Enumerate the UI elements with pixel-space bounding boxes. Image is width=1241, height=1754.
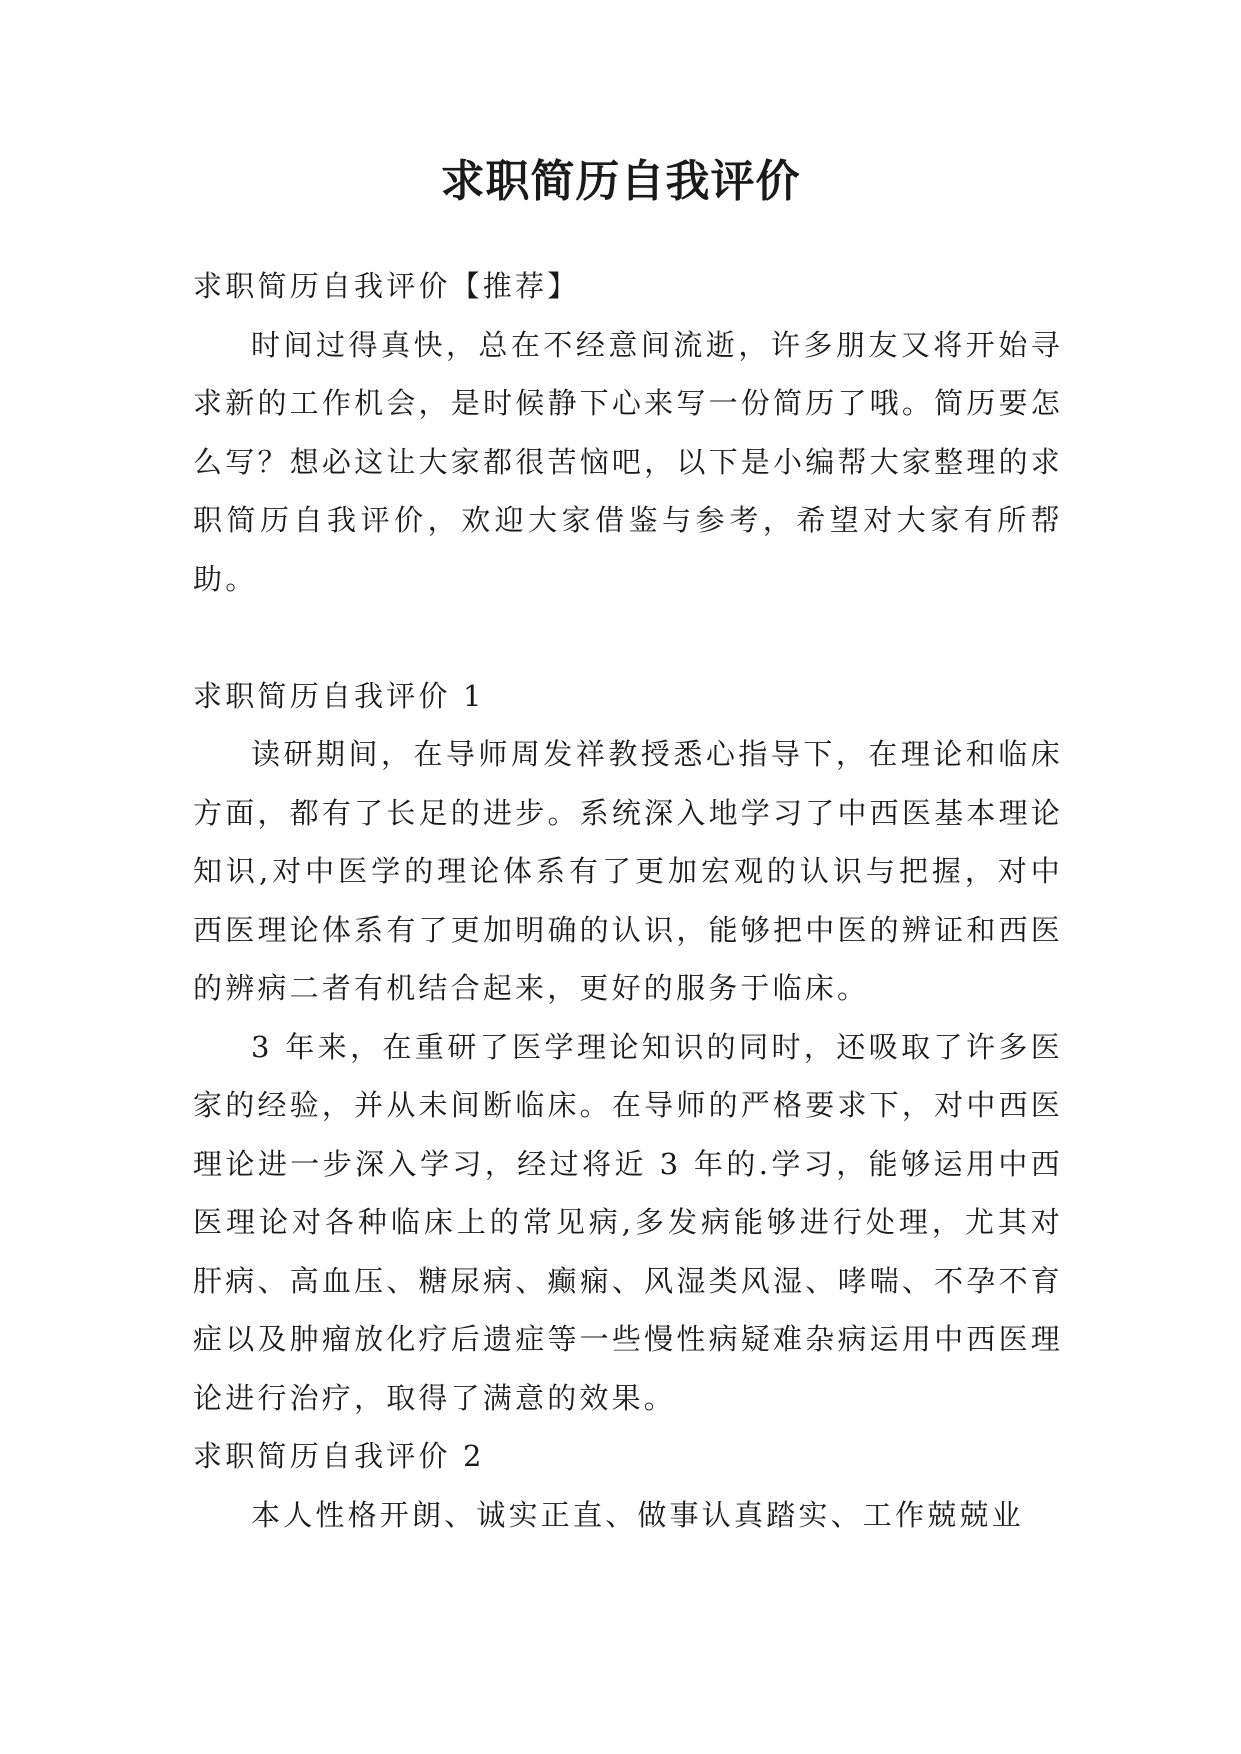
intro-heading: 求职简历自我评价【推荐】 — [193, 269, 580, 303]
section-1-paragraph-1: 读研期间，在导师周发祥教授悉心指导下，在理论和临床方面，都有了长足的进步。系统深入地学习了中西医基本理论知识,对中医学的理论体系有了更加宏观的认识与把握，对中西医理论体系有了更加明确的认识，能够把中医的辨证和西医的辨病二者有机结合起来，更好的服务于临床。 — [193, 737, 1063, 1005]
document-title: 求职简历自我评价 — [440, 156, 801, 207]
section-1-paragraph-2: 3 年来，在重研了医学理论知识的同时，还吸取了许多医家的经验，并从未间断临床。在导师的严格要求下，对中西医理论进一步深入学习，经过将近 3 年的.学习，能够运用中西医理论对各种临床上的常见病,多发病能够进行处理，尤其对肝病、高血压、糖尿病、癫痫、风湿类风湿、哮喘、不孕不育症以及肿瘤放化疗后遗症等一些慢性病疑难杂病运用中西医理论进行治疗，取得了满意的效果。 — [193, 1029, 1063, 1415]
section-1-heading: 求职简历自我评价 1 — [193, 678, 485, 713]
section-2-heading: 求职简历自我评价 2 — [193, 1439, 485, 1473]
section-2-paragraph-1: 本人性格开朗、诚实正直、做事认真踏实、工作兢兢业 — [251, 1497, 1024, 1532]
document-body — [193, 257, 1063, 1544]
intro-paragraph: 时间过得真快，总在不经意间流逝，许多朋友又将开始寻求新的工作机会，是时候静下心来写一份简历了哦。简历要怎么写？想必这让大家都很苦恼吧，以下是小编帮大家整理的求职简历自我评价，欢迎大家借鉴与参考，希望对大家有所帮助。 — [193, 327, 1063, 596]
section-spacer — [193, 608, 1063, 667]
